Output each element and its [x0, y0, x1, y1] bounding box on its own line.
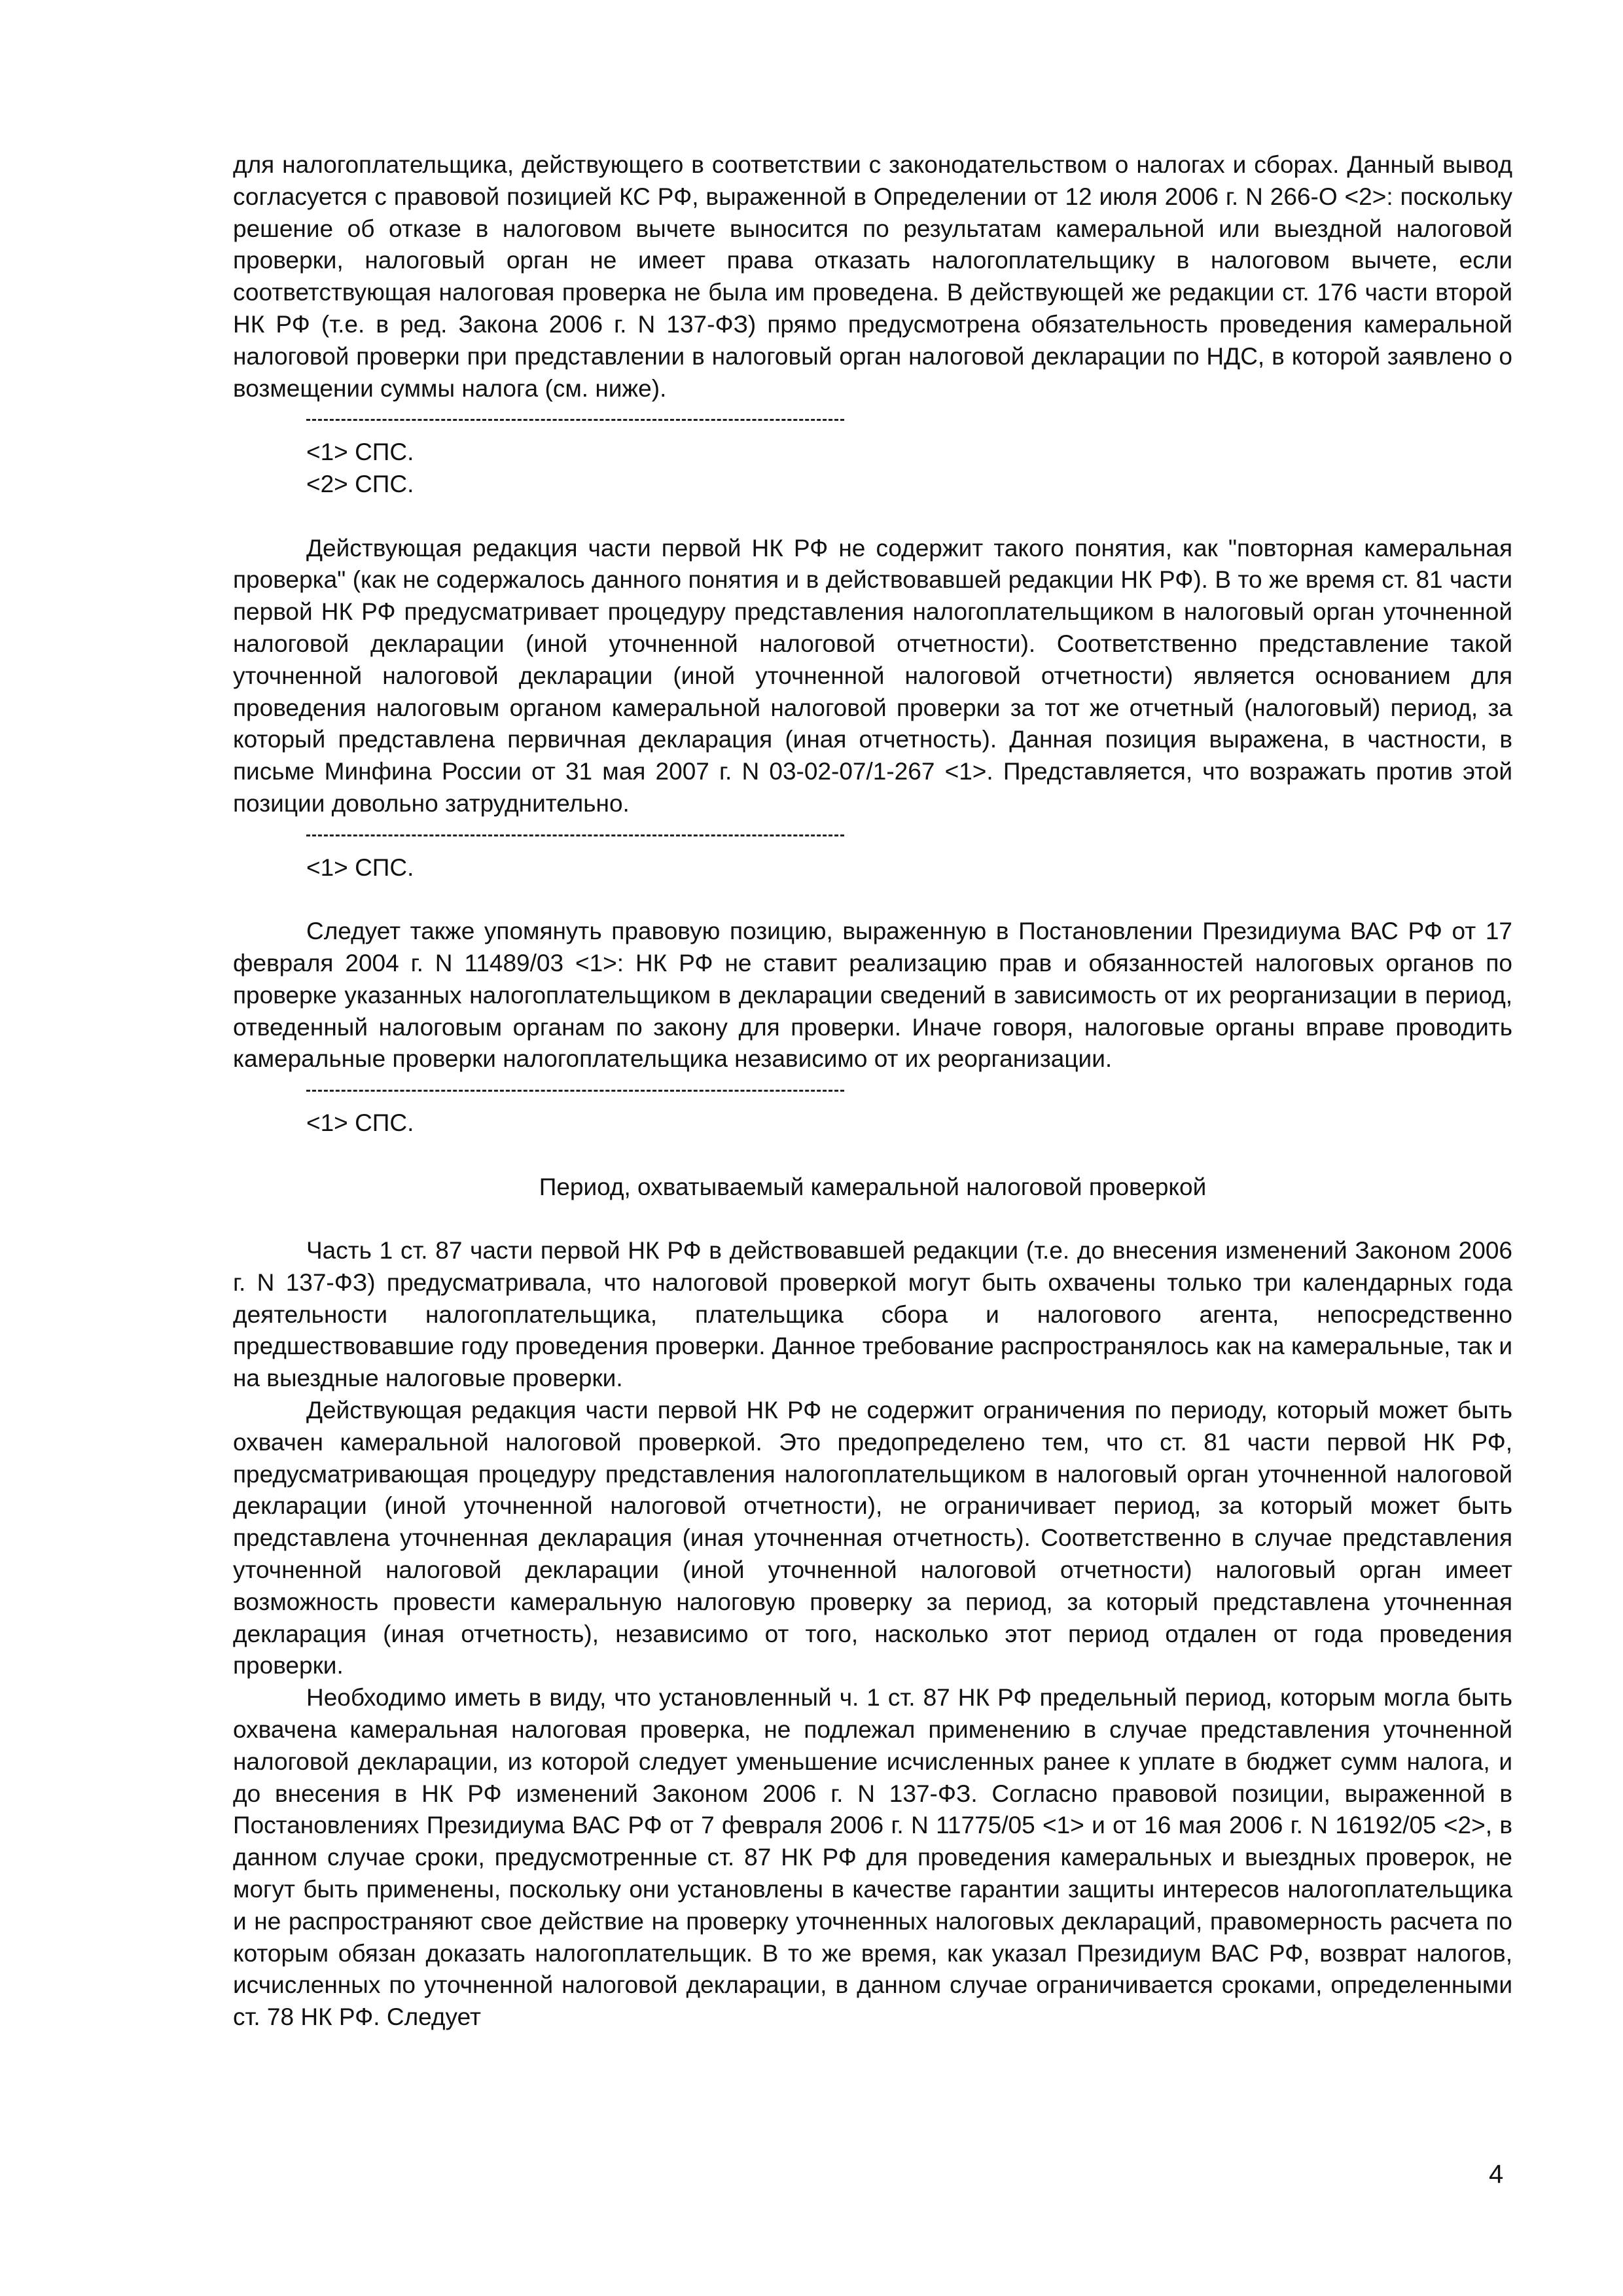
footnote-separator — [306, 820, 844, 852]
paragraph-6: Необходимо иметь в виду, что установленный ч. 1 ст. 87 НК РФ предельный период, которым могла быть охвачена камеральная налоговая проверка, не подлежал применению в случае представления уточненной налоговой декларации, из которой следует уменьшение исчисленных ранее к уплате в бюджет сумм налога, и до внесения в НК РФ изменений Законом 2006 г. N 137-ФЗ. Согласно правовой позиции, выраженной в Постановлениях Президиума ВАС РФ от 7 февраля 2006 г. N 11775/05 <1> и от 16 мая 2006 г. N 16192/05 <2>, в данном случае сроки, предусмотренные ст. 87 НК РФ для проведения камеральных и выездных проверок, не могут быть применены, поскольку они установлены в качестве гарантии защиты интересов налогоплательщика и не распространяют свое действие на проверку уточненных налоговых деклараций, правомерность расчета по которым обязан доказать налогоплательщик. В то же время, как указал Президиум ВАС РФ, возврат налогов, исчисленных по уточненной налоговой декларации, в данном случае ограничивается сроками, определенными ст. 78 НК РФ. Следует — [233, 1684, 1512, 2031]
paragraph-5: Действующая редакция части первой НК РФ не содержит ограничения по периоду, который может быть охвачен камеральной налоговой проверкой. Это предопределено тем, что ст. 81 части первой НК РФ, предусматривающая процедуру представления налогоплательщиком в налоговый орган уточненной налоговой декларации (иной уточненной налоговой отчетности), не ограничивает период, за который может быть представлена уточненная декларация (иная уточненная отчетность). Соответственно в случае представления уточненной налоговой декларации (иной уточненной налоговой отчетности) налоговый орган имеет возможность провести камеральную налоговую проверку за период, за который представлена уточненная декларация (иная отчетность), независимо от того, насколько этот период отдален от года проведения проверки. — [233, 1397, 1512, 1679]
footnote-2: <2> СПС. — [306, 470, 414, 497]
paragraph-1: для налогоплательщика, действующего в соответствии с законодательством о налогах и сборах. Данный вывод согласуется с правовой позицией КС РФ, выраженной в Определении от 12 июля 2006 г. N 266-О <2>: поскольку решение об отказе в налоговом вычете выносится по результатам камеральной или выездной налоговой проверки, налоговый орган не имеет права отказать налогоплательщику в налоговом вычете, если соответствующая налоговая проверка не была им проведена. В действующей же редакции ст. 176 части второй НК РФ (т.е. в ред. Закона 2006 г. N 137-ФЗ) прямо предусмотрена обязательность проведения камеральной налоговой проверки при представлении в налоговый орган налоговой декларации по НДС, в которой заявлено о возмещении суммы налога (см. ниже). — [233, 151, 1512, 402]
footnote-1: <1> СПС. — [306, 853, 414, 881]
paragraph-2: Действующая редакция части первой НК РФ не содержит такого понятия, как "повторная камеральная проверка" (как не содержалось данного понятия и в действовавшей редакции НК РФ). В то же время ст. 81 части первой НК РФ предусматривает процедуру представления налогоплательщиком в налоговый орган уточненной налоговой декларации (иной уточненной налоговой отчетности). Соответственно представление такой уточненной налоговой декларации (иной уточненной налоговой отчетности) является основанием для проведения налоговым органом камеральной налоговой проверки за тот же отчетный (налоговый) период, за который представлена первичная декларация (иная отчетность). Данная позиция выражена, в частности, в письме Минфина России от 31 мая 2007 г. N 03-02-07/1-267 <1>. Представляется, что возражать против этой позиции довольно затруднительно. — [233, 534, 1512, 817]
footnote-1: <1> СПС. — [306, 1109, 414, 1136]
paragraph-4: Часть 1 ст. 87 части первой НК РФ в действовавшей редакции (т.е. до внесения изменений Законом 2006 г. N 137-ФЗ) предусматривала, что налоговой проверкой могут быть охвачены только три календарных года деятельности налогоплательщика, плательщика сбора и налогового агента, непосредственно предшествовавшие году проведения проверки. Данное требование распространялось как на камеральные, так и на выездные налоговые проверки. — [233, 1237, 1512, 1392]
paragraph-3: Следует также упомянуть правовую позицию, выраженную в Постановлении Президиума ВАС РФ от 17 февраля 2004 г. N 11489/03 <1>: НК РФ не ставит реализацию прав и обязанностей налоговых органов по проверке указанных налогоплательщиком в декларации сведений в зависимость от их реорганизации в период, отведенный налоговым органам по закону для проверки. Иначе говоря, налоговые органы вправе проводить камеральные проверки налогоплательщика независимо от их реорганизации. — [233, 918, 1512, 1073]
footnote-1: <1> СПС. — [306, 439, 414, 466]
page-number: 4 — [1489, 2160, 1504, 2189]
section-heading: Период, охватываемый камеральной налоговой проверкой — [539, 1173, 1207, 1200]
document-page — [233, 149, 1512, 2034]
footnote-separator — [306, 404, 844, 437]
footnote-separator — [306, 1075, 844, 1107]
